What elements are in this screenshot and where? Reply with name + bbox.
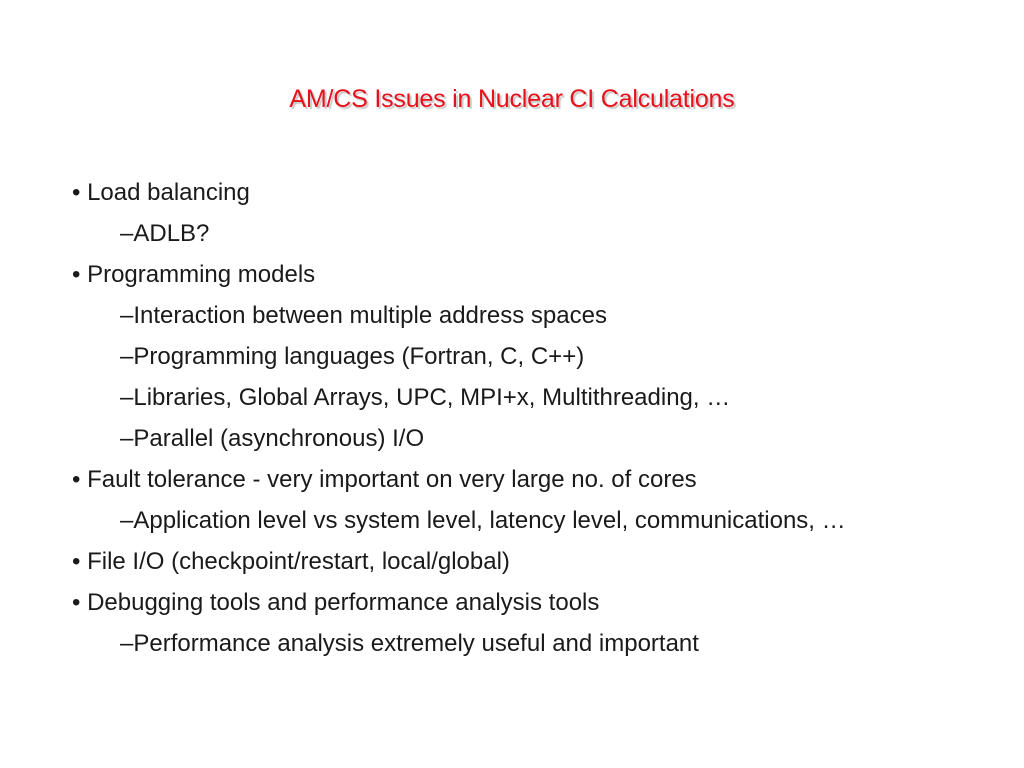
bullet-item: • Programming models: [72, 261, 316, 288]
sub-bullet-item: –Performance analysis extremely useful and important: [120, 630, 699, 657]
sub-bullet-item: –Parallel (asynchronous) I/O: [120, 425, 425, 452]
sub-bullet-item: –ADLB?: [120, 220, 210, 247]
bullet-list: [72, 172, 1012, 664]
bullet-item: • Fault tolerance - very important on very large no. of cores: [72, 466, 697, 493]
sub-bullet-item: –Application level vs system level, latency level, communications, …: [120, 507, 846, 534]
sub-bullet-item: –Libraries, Global Arrays, UPC, MPI+x, Multithreading, …: [120, 384, 731, 411]
bullet-item: • Debugging tools and performance analysis tools: [72, 589, 600, 616]
sub-bullet-item: –Programming languages (Fortran, C, C++): [120, 343, 585, 370]
bullet-item: • File I/O (checkpoint/restart, local/global): [72, 548, 510, 575]
slide-title: AM/CS Issues in Nuclear CI Calculations: [289, 85, 735, 113]
bullet-item: • Load balancing: [72, 179, 250, 206]
sub-bullet-item: –Interaction between multiple address spaces: [120, 302, 607, 329]
